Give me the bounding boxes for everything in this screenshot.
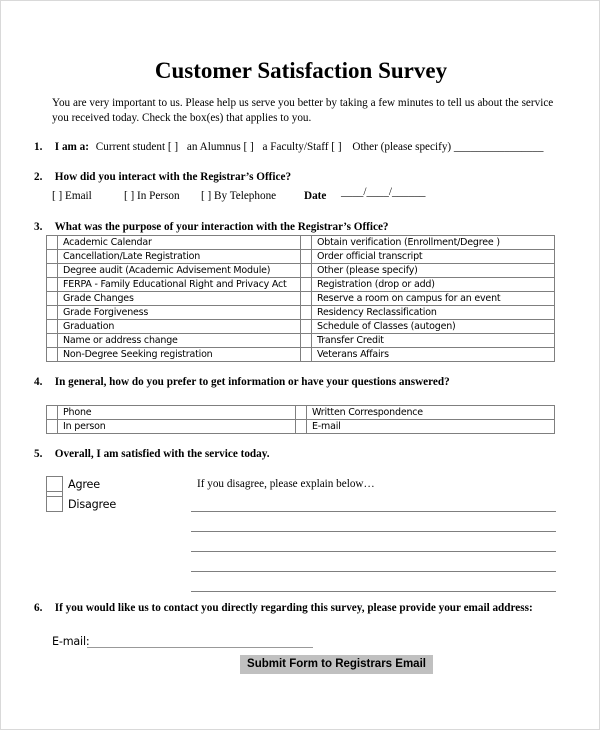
explain-line-3[interactable] [191,551,556,552]
q3-options-table [46,235,555,362]
q5-agree-label: Agree [68,478,100,491]
q3-checkbox[interactable] [301,264,312,278]
q1-option-current-student[interactable]: Current student [ ] [95,141,179,153]
q3-checkbox[interactable] [47,306,58,320]
q3-checkbox[interactable] [47,320,58,334]
email-input[interactable] [87,647,313,648]
q1-option-other[interactable]: Other (please specify) ________________ [352,141,544,153]
question-4: 4. In general, how do you prefer to get information or have your questions answered? [34,376,450,388]
q3-checkbox[interactable] [301,348,312,362]
explain-line-4[interactable] [191,571,556,572]
q5-disagree-checkbox[interactable] [46,491,63,512]
intro-text: You are very important to us. Please help us serve you better by taking a few minutes to tell us about the service you received today. Check the box(es) that applies to you. [52,97,554,124]
explain-line-1[interactable] [191,511,556,512]
q2-date-field[interactable]: ____/____/______ [341,186,426,198]
table-row: In person E-mail [47,420,555,434]
question-6: 6. If you would like us to contact you directly regarding this survey, please provide your email address: [34,602,533,614]
q4-checkbox[interactable] [296,406,307,420]
q4-checkbox[interactable] [47,406,58,420]
q5-disagree-label: Disagree [68,498,117,511]
table-row: Degree audit (Academic Advisement Module) Other (please specify) [47,264,555,278]
table-row: Graduation Schedule of Classes (autogen) [47,320,555,334]
q3-checkbox[interactable] [47,264,58,278]
table-row: Grade Forgiveness Residency Reclassification [47,306,555,320]
q3-checkbox[interactable] [47,236,58,250]
q1-label: I am a: [54,141,89,153]
submit-button[interactable]: Submit Form to Registrars Email [240,655,433,674]
question-2: 2. How did you interact with the Registrar’s Office? [34,171,292,183]
explain-line-2[interactable] [191,531,556,532]
question-3: 3. What was the purpose of your interaction with the Registrar’s Office? [34,221,389,233]
table-row: Cancellation/Late Registration Order official transcript [47,250,555,264]
q3-checkbox[interactable] [47,334,58,348]
explain-line-5[interactable] [191,591,556,592]
q3-checkbox[interactable] [301,250,312,264]
q1-option-faculty-staff[interactable]: a Faculty/Staff [ ] [262,141,342,153]
table-row: Academic Calendar Obtain verification (Enrollment/Degree ) [47,236,555,250]
q2-date-label: Date [304,190,327,202]
q4-options-table [46,405,555,434]
q1-option-alumnus[interactable]: an Alumnus [ ] [186,141,254,153]
table-row: Phone Written Correspondence [47,406,555,420]
table-row: Name or address change Transfer Credit [47,334,555,348]
email-label: E-mail: [52,635,90,648]
table-row: Non-Degree Seeking registration Veterans Affairs [47,348,555,362]
q3-checkbox[interactable] [301,334,312,348]
q2-option-in-person[interactable]: [ ] In Person [124,190,180,202]
q2-option-telephone[interactable]: [ ] By Telephone [201,190,277,202]
q3-checkbox[interactable] [47,250,58,264]
q3-checkbox[interactable] [47,292,58,306]
q2-option-email[interactable]: [ ] Email [52,190,92,202]
q3-checkbox[interactable] [301,236,312,250]
q4-checkbox[interactable] [296,420,307,434]
page-title: Customer Satisfaction Survey [154,58,448,83]
q3-checkbox[interactable] [301,278,312,292]
q3-checkbox[interactable] [301,306,312,320]
q3-checkbox[interactable] [47,348,58,362]
q4-checkbox[interactable] [47,420,58,434]
table-row: Grade Changes Reserve a room on campus for an event [47,292,555,306]
q3-checkbox[interactable] [47,278,58,292]
q5-explain-prompt: If you disagree, please explain below… [197,478,375,490]
table-row: FERPA - Family Educational Right and Privacy Act Registration (drop or add) [47,278,555,292]
question-1: 1. I am a: Current student [ ] an Alumnus [ ] a Faculty/Staff [ ] Other (please specify) ________________ [34,141,544,153]
question-5: 5. Overall, I am satisfied with the service today. [34,448,270,460]
q3-checkbox[interactable] [301,320,312,334]
q3-checkbox[interactable] [301,292,312,306]
